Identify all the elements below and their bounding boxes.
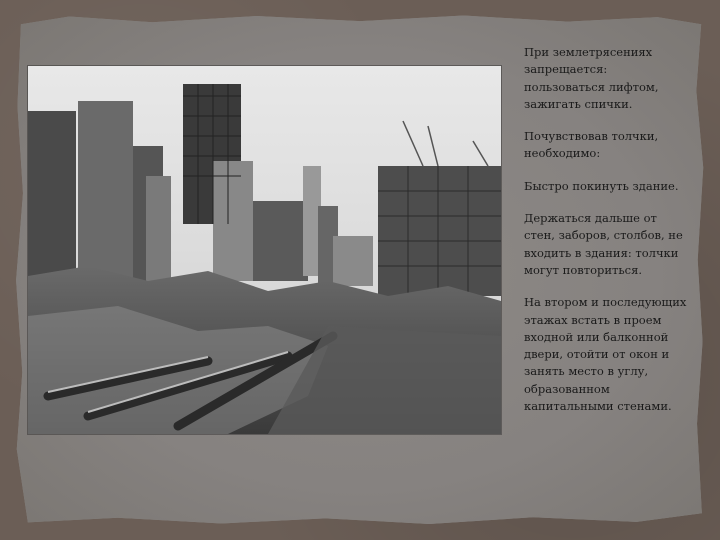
paragraph-on-tremors: Почувствовав толчки, необходимо: [524, 129, 659, 161]
safety-instructions [524, 44, 690, 430]
paragraph-prohibited: При землетрясениях запрещается: пользоваться лифтом, зажигать спички. [524, 45, 659, 111]
ruins-illustration [28, 66, 501, 434]
paragraph-leave-building: Быстро покинуть здание. [524, 178, 679, 193]
paragraph-keep-away: Держаться дальше от стен, заборов, столбов, не входить в здания: толчки могут повториться. [524, 211, 683, 277]
paragraph-upper-floors: На втором и последующих этажах встать в проем входной или балконной двери, отойти от окон и занять место в углу, образованном капитальными стенами. [524, 295, 687, 414]
earthquake-ruins-photo [28, 66, 501, 434]
